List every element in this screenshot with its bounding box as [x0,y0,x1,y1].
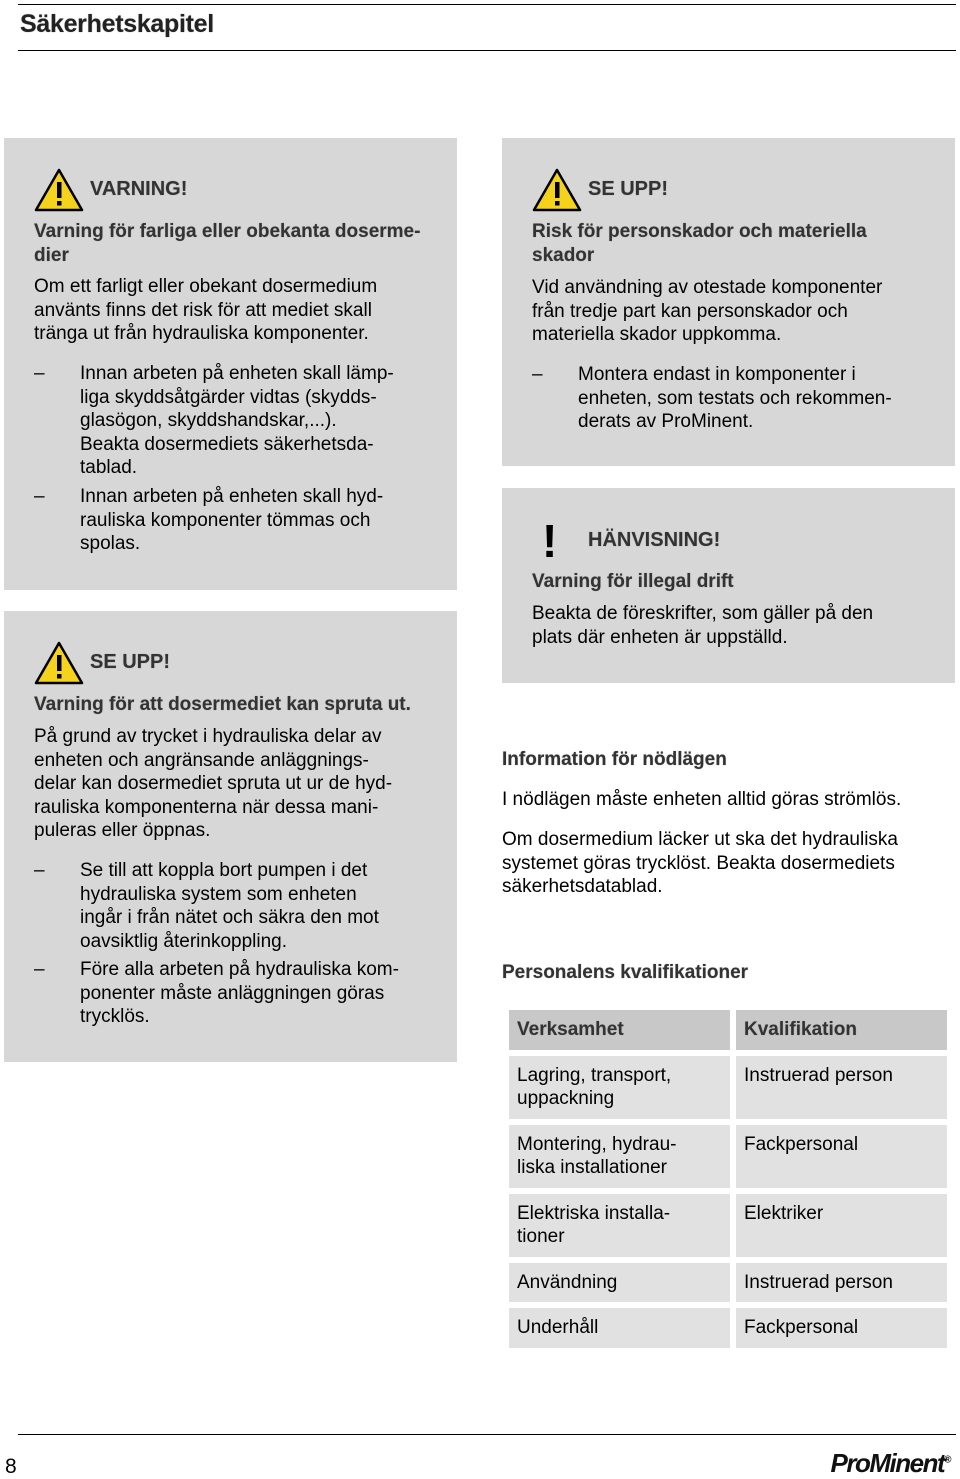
table-header-row [509,1010,947,1050]
signal-word: VARNING! [90,178,188,200]
warning-triangle-icon [532,168,582,212]
top-rule [18,4,956,5]
table-row [509,1056,947,1119]
column-header: Kvalifikation [736,1010,947,1050]
exclamation-icon: ! [542,515,558,567]
list-item: – Före alla arbeten på hydrauliska kom- ponenter måste anläggningen göras trycklös. [34,959,399,1027]
caution-box-left [4,611,457,1062]
list-item: – Se till att koppla bort pumpen i det hydrauliska system som enheten ingår i från nätet och säkra den mot oavsiktlig återinkoppling. [34,860,379,952]
header-rule [18,50,956,51]
page-title: Säkerhetskapitel [20,10,214,38]
qualification-cell: Elektriker [736,1194,947,1257]
table-row [509,1194,947,1257]
qualifications-heading: Personalens kvalifikationer [502,962,749,983]
activity-cell: Montering, hydrau- liska installationer [509,1125,730,1188]
qualification-cell: Fackpersonal [736,1308,947,1348]
list-item: – Innan arbeten på enheten skall hyd- rauliska komponenter tömmas och spolas. [34,486,384,554]
emergency-para-1: I nödlägen måste enheten alltid göras strömlös. [502,789,902,810]
caution-box-right [502,138,955,466]
emergency-heading: Information för nödlägen [502,749,727,770]
activity-cell: Lagring, transport, uppackning [509,1056,730,1119]
qualification-cell: Fackpersonal [736,1125,947,1188]
qualification-cell: Instruerad person [736,1056,947,1119]
signal-word: HÄNVISNING! [588,529,721,551]
list-item: – Montera endast in komponenter i enheten, som testats och rekommen- derats av ProMinent. [532,364,892,432]
warning-triangle-icon [34,641,84,685]
brand-logo: ProMinent® [830,1448,950,1478]
warning-intro: Om ett farligt eller obekant dosermedium använts finns det risk för att mediet skall tränga ut från hydrauliska komponenter. [34,276,378,344]
footer-rule [18,1434,956,1435]
activity-cell: Elektriska installa- tioner [509,1194,730,1257]
activity-cell: Användning [509,1263,730,1303]
signal-word: SE UPP! [90,651,171,673]
caution-intro: Vid användning av otestade komponenter från tredje part kan personskador och materiella skador uppkomma. [532,277,883,345]
caution-subhead: Varning för att dosermediet kan spruta ut. [34,694,411,715]
caution-subhead: Risk för personskador och materiella skador [532,221,867,266]
table-row [509,1125,947,1188]
warning-triangle-icon [34,168,84,212]
qualification-cell: Instruerad person [736,1263,947,1303]
notice-body: Beakta de föreskrifter, som gäller på den plats där enheten är uppställd. [532,603,874,648]
activity-cell: Underhåll [509,1308,730,1348]
caution-intro: På grund av trycket i hydrauliska delar av enheten och angränsande anläggnings- delar kan dosermediet spruta ut ur de hyd- rauliska komponenterna när dessa mani- puleras eller öppnas. [34,726,393,841]
column-header: Verksamhet [509,1010,730,1050]
emergency-para-2: Om dosermedium läcker ut ska det hydrauliska systemet göras trycklöst. Beakta dosermediets säkerhetsdatablad. [502,829,898,897]
notice-subhead: Varning för illegal drift [532,571,734,592]
warning-subhead: Varning för farliga eller obekanta doserme- dier [34,221,421,266]
warning-box [4,138,457,590]
qualifications-table [503,1004,953,1354]
list-item: – Innan arbeten på enheten skall lämp- liga skyddsåtgärder vidtas (skydds- glasögon, skyddshandskar,...). Beakta dosermediets säkerhetsda- tablad. [34,363,394,478]
table-row [509,1263,947,1303]
signal-word: SE UPP! [588,178,669,200]
page-number: 8 [5,1455,17,1478]
table-row [509,1308,947,1348]
notice-box [502,488,955,683]
